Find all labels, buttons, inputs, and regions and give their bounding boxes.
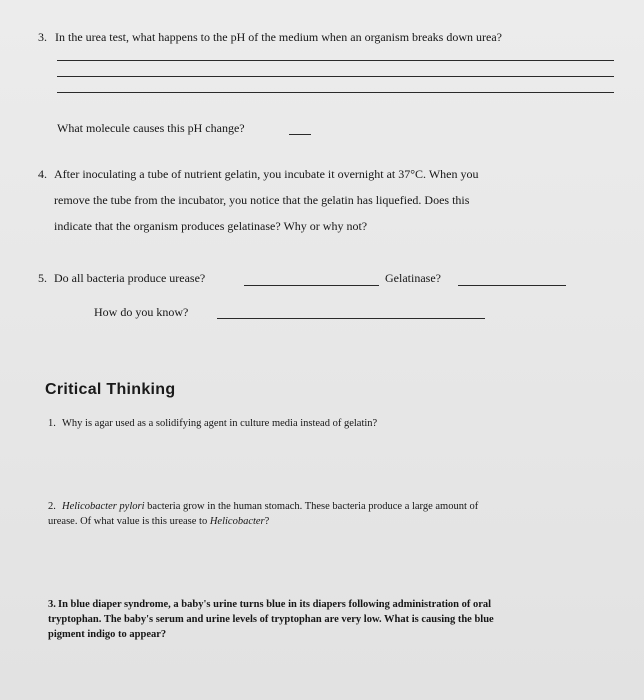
q5-how-blank[interactable] xyxy=(217,318,485,319)
c2-line-1 xyxy=(62,500,478,514)
c2-organism-name: Helicobacter pylori xyxy=(62,501,145,512)
c1-question: Why is agar used as a solidifying agent in culture media instead of gelatin? xyxy=(62,418,378,429)
q3-answer-line-1[interactable] xyxy=(57,60,614,61)
q5-part3: How do you know? xyxy=(94,305,189,319)
q5-number: 5. xyxy=(38,271,47,285)
c2-number: 2. xyxy=(48,501,56,512)
q3-question: In the urea test, what happens to the pH of the medium when an organism breaks down urea? xyxy=(55,30,502,44)
c3-line-3: pigment indigo to appear? xyxy=(48,629,167,640)
q3-answer-line-2[interactable] xyxy=(57,76,614,77)
q5-part2: Gelatinase? xyxy=(385,271,441,285)
c3-number: 3. xyxy=(48,599,56,610)
c2-line-2-end: ? xyxy=(264,516,270,527)
critical-thinking-heading: Critical Thinking xyxy=(45,381,176,398)
q4-line-2: remove the tube from the incubator, you notice that the gelatin has liquefied. Does this xyxy=(54,193,470,207)
q5-part1: Do all bacteria produce urease? xyxy=(54,271,206,285)
q3-followup-blank[interactable] xyxy=(289,134,311,135)
q3-answer-line-3[interactable] xyxy=(57,92,614,93)
q4-line-3: indicate that the organism produces gelatinase? Why or why not? xyxy=(54,219,368,233)
c2-line-1-rest: bacteria grow in the human stomach. These bacteria produce a large amount of xyxy=(144,501,479,512)
q3-number: 3. xyxy=(38,30,47,44)
c2-line-2 xyxy=(48,515,269,529)
q5-urease-blank[interactable] xyxy=(244,285,379,286)
c2-line-2-start: urease. Of what value is this urease to xyxy=(48,516,210,527)
c3-line-1: In blue diaper syndrome, a baby's urine turns blue in its diapers following administration of oral xyxy=(58,599,492,610)
c2-genus-name: Helicobacter xyxy=(209,516,265,527)
c1-number: 1. xyxy=(48,418,56,429)
q4-number: 4. xyxy=(38,167,47,181)
q5-gelatinase-blank[interactable] xyxy=(458,285,566,286)
q3-followup: What molecule causes this pH change? xyxy=(57,121,245,135)
q4-line-1: After inoculating a tube of nutrient gelatin, you incubate it overnight at 37°C. When you xyxy=(54,167,479,181)
c3-line-2: tryptophan. The baby's serum and urine levels of tryptophan are very low. What is causing the blue xyxy=(48,614,494,625)
